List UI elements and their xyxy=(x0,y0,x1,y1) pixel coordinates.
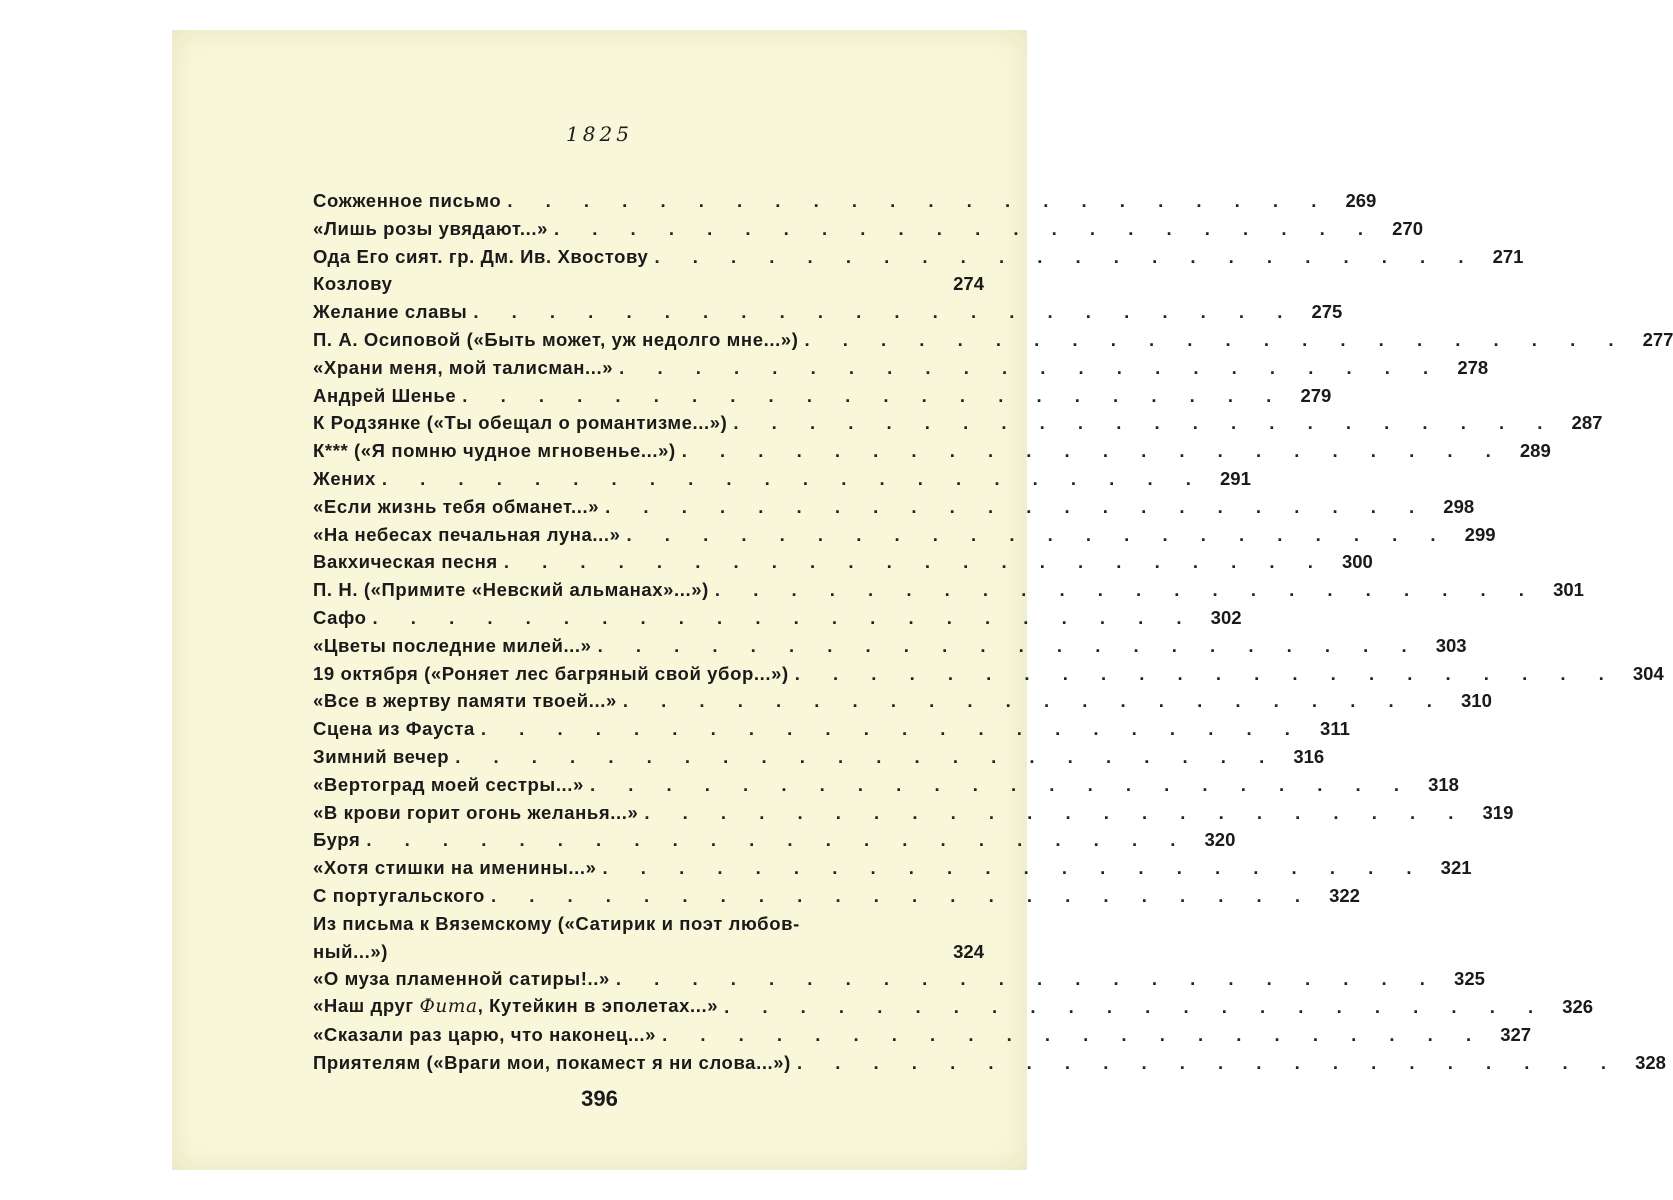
book-page xyxy=(172,30,1673,1170)
leader-dots: . . . . . . . . . . . . . . . . . . . . . . xyxy=(480,718,1304,740)
toc-entry xyxy=(313,687,1492,715)
toc-entry-title: «Цветы последние милей...» xyxy=(313,634,592,656)
table-of-contents xyxy=(313,187,1673,1077)
toc-entry-title: Сожженное письмо xyxy=(313,190,502,211)
toc-entry-title: Козлову xyxy=(313,273,393,295)
toc-entry-title: Из письма к Вяземскому («Сатирик и поэт любов- xyxy=(313,912,800,934)
leader-dots: . . . . . . . . . . . . . . . . . . . . . . xyxy=(733,412,1557,434)
toc-entry xyxy=(313,715,1350,743)
leader-dots: . . . . . . . . . . . . . . . . . . . . . . xyxy=(654,245,1478,267)
toc-entry-page: 300 xyxy=(1341,551,1373,573)
toc-entry-page: 319 xyxy=(1482,801,1514,823)
toc-entry-title: «Если жизнь тебя обманет...» xyxy=(313,495,600,517)
toc-entry-title: «На небесах печальная луна...» xyxy=(313,523,621,545)
toc-entry-page: 277 xyxy=(1642,328,1673,350)
toc-entry xyxy=(313,382,1332,410)
toc-entry xyxy=(313,298,1343,326)
toc-entry-page: 320 xyxy=(1204,829,1236,851)
toc-entry-page: 275 xyxy=(1311,301,1343,323)
toc-entry-title: Вакхическая песня xyxy=(313,551,498,573)
toc-entry-page: 325 xyxy=(1454,968,1485,990)
toc-entry xyxy=(313,771,1459,799)
leader-dots: . . . . . . . . . . . . . . . . . . . . . . xyxy=(644,801,1468,823)
toc-entry xyxy=(313,854,1472,882)
toc-entry-title: С португальского xyxy=(313,884,485,906)
toc-entry-page: 287 xyxy=(1571,412,1603,434)
toc-entry-title: «Лишь розы увядают...» xyxy=(313,217,548,239)
toc-entry-page: 303 xyxy=(1435,634,1467,656)
toc-entry xyxy=(313,493,1475,521)
toc-entry-page: 321 xyxy=(1440,857,1472,879)
toc-entry-title: «Все в жертву памяти твоей...» xyxy=(313,690,617,712)
leader-dots: . . . . . . . . . . . . . . . . . . . . . . xyxy=(473,301,1297,323)
toc-entry-wrapped-line2 xyxy=(313,938,984,966)
toc-entry xyxy=(313,354,1489,382)
leader-dots: . . . . . . . . . . . . . . . . . . . . . . xyxy=(589,773,1413,795)
toc-entry-title: «Сказали раз царю, что наконец...» xyxy=(313,1023,657,1045)
toc-entry xyxy=(313,243,1524,271)
toc-entry-title: К*** («Я помню чудное мгновенье...») xyxy=(313,440,676,462)
leader-dots: . . . . . . . . . . . . . . . . . . . . . . xyxy=(490,884,1314,906)
title-part: , Кутейкин в эполетах...» xyxy=(477,995,719,1017)
toc-entry-title xyxy=(313,992,718,1021)
title-part: «Наш друг xyxy=(313,995,420,1017)
toc-entry xyxy=(313,882,1360,910)
toc-entry xyxy=(313,437,1551,465)
leader-dots: . . . . . . . . . . . . . . . . . . . . . . xyxy=(605,495,1429,517)
toc-entry-page: 302 xyxy=(1210,606,1242,628)
toc-entry xyxy=(313,521,1496,549)
toc-entry-page: 301 xyxy=(1553,579,1584,601)
toc-entry-page: 304 xyxy=(1632,662,1664,684)
leader-dots: . . . . . . . . . . . . . . . . . . . . . . xyxy=(381,467,1205,489)
toc-entry-title: П. А. Осиповой («Быть может, уж недолго мне...») xyxy=(313,328,799,350)
toc-entry-title: Приятелям («Враги мои, покамест я ни слова...») xyxy=(313,1051,791,1073)
toc-entry xyxy=(313,576,1584,604)
toc-entry xyxy=(313,632,1467,660)
toc-entry-page: 299 xyxy=(1464,523,1496,545)
leader-dots: . . . . . . . . . . . . . . . . . . . . . . xyxy=(796,1051,1620,1073)
toc-entry-page: 269 xyxy=(1345,190,1377,211)
leader-dots: . . . . . . . . . . . . . . . . . . . . . . xyxy=(724,996,1548,1018)
toc-entry-page: 327 xyxy=(1500,1023,1532,1045)
toc-entry-title: К Родзянке («Ты обещал о романтизме...») xyxy=(313,412,728,434)
leader-dots: . . . . . . . . . . . . . . . . . . . . . . xyxy=(602,857,1426,879)
toc-entry-page: 278 xyxy=(1457,356,1489,378)
toc-entry-page: 310 xyxy=(1461,690,1492,712)
toc-entry xyxy=(313,215,1424,243)
leader-dots: . . . . . . . . . . . . . . . . . . . . . . xyxy=(554,217,1378,239)
toc-entry-page: 328 xyxy=(1635,1051,1666,1073)
toc-entry xyxy=(313,409,1603,437)
leader-dots: . . . . . . . . . . . . . . . . . . . . . . xyxy=(615,968,1439,990)
toc-entry-page: 291 xyxy=(1220,467,1251,489)
toc-entry-title: Андрей Шенье xyxy=(313,384,457,406)
toc-entry-page: 326 xyxy=(1562,996,1594,1018)
leader-dots: . . . . . . . . . . . . . . . . . . . . . . xyxy=(794,662,1618,684)
leader-dots: . . . . . . . . . . . . . . . . . . . . . . xyxy=(597,634,1421,656)
toc-entry-title: «О муза пламенной сатиры!..» xyxy=(313,968,610,990)
toc-entry-title: «В крови горит огонь желанья...» xyxy=(313,801,639,823)
leader-dots: . . . . . . . . . . . . . . . . . . . . . . xyxy=(662,1023,1486,1045)
toc-entry-page: 270 xyxy=(1392,217,1424,239)
leader-dots: . . . . . . . . . . . . . . . . . . . . . . xyxy=(681,440,1505,462)
section-year-heading: 1825 xyxy=(566,122,633,146)
toc-entry-wrapped-line1 xyxy=(313,910,984,938)
leader-dots: . . . . . . . . . . . . . . . . . . . . . . xyxy=(619,356,1443,378)
toc-entry-page: 316 xyxy=(1293,745,1325,767)
toc-entry-page: 311 xyxy=(1320,718,1350,740)
page-number-footer: 396 xyxy=(581,1086,618,1111)
leader-dots: . . . . . . . . . . . . . . . . . . . . . . xyxy=(455,745,1279,767)
toc-entry-page: 318 xyxy=(1428,773,1459,795)
toc-entry-title: «Храни меня, мой талисман...» xyxy=(313,356,614,378)
toc-entry-page: 298 xyxy=(1443,495,1475,517)
toc-entry-page: 274 xyxy=(953,273,984,295)
toc-entry xyxy=(313,1049,1666,1077)
toc-entry-title: Жених xyxy=(313,467,376,489)
toc-entry-title: «Хотя стишки на именины...» xyxy=(313,857,597,879)
toc-entry-title: Зимний вечер xyxy=(313,745,450,767)
toc-entry xyxy=(313,660,1664,688)
toc-entry xyxy=(313,965,1485,993)
leader-dots: . . . . . . . . . . . . . . . . . . . . . . xyxy=(714,579,1538,601)
toc-entry xyxy=(313,604,1242,632)
leader-dots: . . . . . . . . . . . . . . . . . . . . . . xyxy=(372,606,1196,628)
toc-entry xyxy=(313,799,1514,827)
title-italic-part: Фита xyxy=(419,996,478,1018)
toc-entry-title: 19 октября («Роняет лес багряный свой убор...») xyxy=(313,662,789,684)
leader-dots: . . . . . . . . . . . . . . . . . . . . . . xyxy=(626,523,1450,545)
toc-entry-title: Желание славы xyxy=(313,301,468,323)
leader-dots: . . . . . . . . . . . . . . . . . . . . . . xyxy=(804,328,1628,350)
toc-entry-page: 289 xyxy=(1519,440,1551,462)
toc-entry xyxy=(313,743,1325,771)
toc-entry xyxy=(313,993,1594,1021)
toc-entry xyxy=(313,548,1373,576)
toc-entry-title: П. Н. («Примите «Невский альманах»...») xyxy=(313,579,709,601)
leader-dots: . . . . . . . . . . . . . . . . . . . . . . xyxy=(622,690,1446,712)
leader-dots: . . . . . . . . . . . . . . . . . . . . . . xyxy=(462,384,1286,406)
toc-entry-page: 279 xyxy=(1300,384,1332,406)
toc-entry xyxy=(313,465,1251,493)
toc-entry-page: 271 xyxy=(1492,245,1524,267)
toc-entry-title: Сафо xyxy=(313,606,367,628)
toc-entry xyxy=(313,826,1236,854)
toc-entry xyxy=(313,326,1673,354)
toc-entry-title: Ода Его сият. гр. Дм. Ив. Хвостову xyxy=(313,245,649,267)
leader-dots: . . . . . . . . . . . . . . . . . . . . . . xyxy=(366,829,1190,851)
toc-entry-title: Буря xyxy=(313,829,361,851)
leader-dots: . . . . . . . . . . . . . . . . . . . . . . xyxy=(507,190,1331,211)
toc-entry-title-continued: ный...») xyxy=(313,940,389,962)
toc-entry-page: 322 xyxy=(1329,884,1360,906)
toc-entry-page: 324 xyxy=(953,940,984,962)
toc-entry xyxy=(313,1021,1532,1049)
toc-entry-title: Сцена из Фауста xyxy=(313,718,475,740)
leader-dots: . . . . . . . . . . . . . . . . . . . . . . xyxy=(503,551,1327,573)
toc-entry xyxy=(313,187,1377,215)
toc-entry-title: «Вертоград моей сестры...» xyxy=(313,773,584,795)
toc-entry xyxy=(313,270,984,298)
